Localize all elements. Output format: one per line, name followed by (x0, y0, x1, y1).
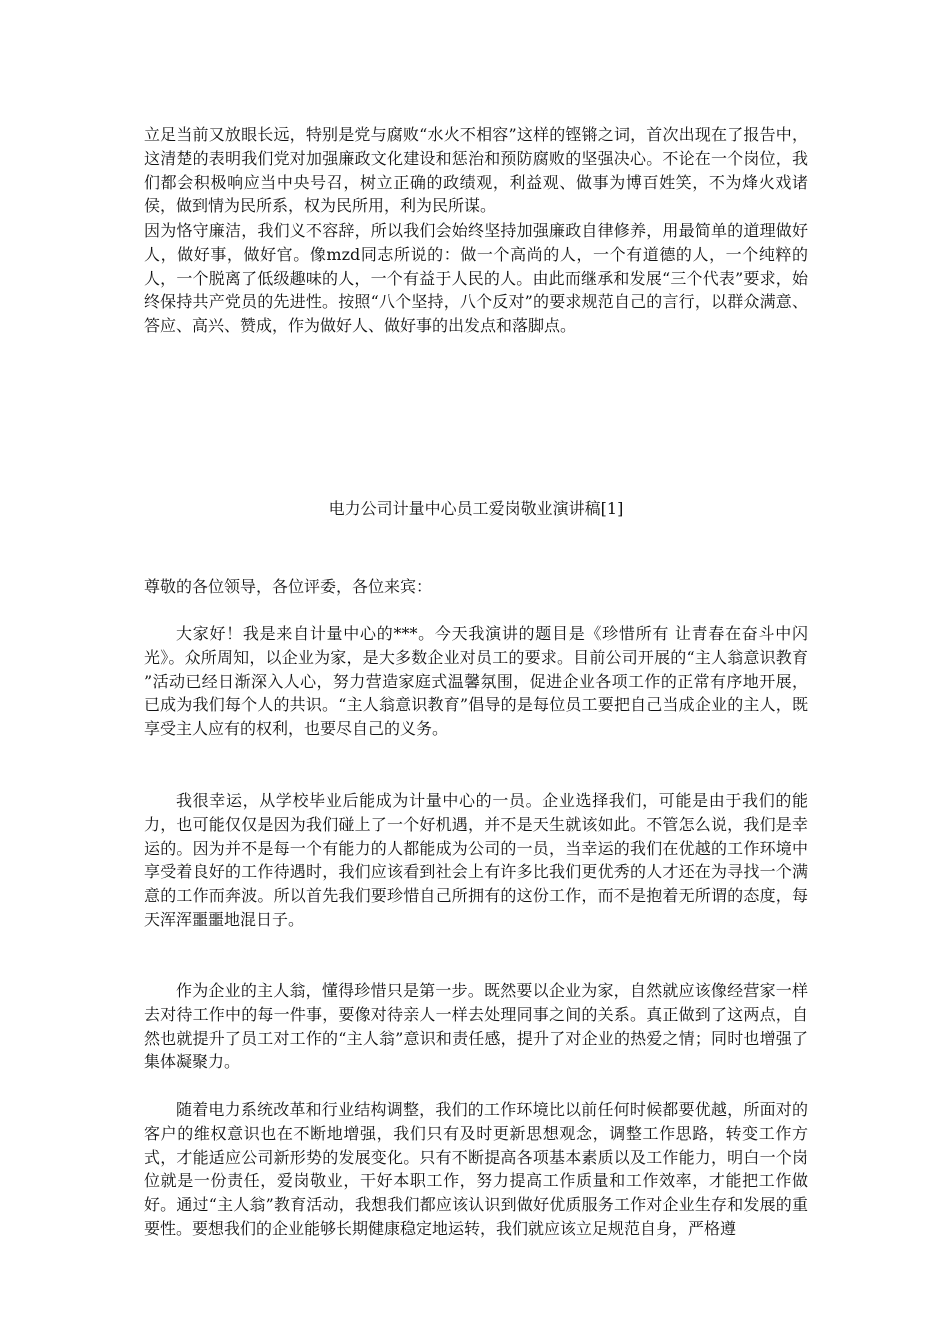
body-paragraph-1: 大家好！我是来自计量中心的***。今天我演讲的题目是《珍惜所有 让青春在奋斗中闪光》。众所周知，以企业为家，是大多数企业对员工的要求。目前公司开展的“主人翁意识教育 ”活动已经日渐深入人心，努力营造家庭式温馨氛围，促进企业各项工作的正常有序地开展，已成为我们每个人的共识。“主人翁意识教育”倡导的是每位员工要把自己当成企业的主人，既享受主人应有的权利，也要尽自己的义务。 (144, 624, 808, 739)
document-title: 电力公司计量中心员工爱岗敬业演讲稿[1] (328, 499, 624, 518)
body-paragraph-2: 我很幸运，从学校毕业后能成为计量中心的一员。企业选择我们，可能是由于我们的能力，也可能仅仅是因为我们碰上了一个好机遇，并不是天生就该如此。不管怎么说，我们是幸运的。因为并不是每一个有能力的人都能成为公司的一员，当幸运的我们在优越的工作环境中享受着良好的工作待遇时，我们应该看到社会上有许多比我们更优秀的人才还在为寻找一个满意的工作而奔波。所以首先我们要珍惜自己所拥有的这份工作，而不是抱着无所谓的态度，每天浑浑噩噩地混日子。 (144, 791, 808, 929)
body-paragraph-3: 作为企业的主人翁，懂得珍惜只是第一步。既然要以企业为家，自然就应该像经营家一样去对待工作中的每一件事，要像对待亲人一样去处理同事之间的关系。真正做到了这两点，自然也就提升了员工对工作的“主人翁”意识和责任感，提升了对企业的热爱之情；同时也增强了集体凝聚力。 (144, 981, 808, 1072)
body-paragraph-4: 随着电力系统改革和行业结构调整，我们的工作环境比以前任何时候都要优越，所面对的客户的维权意识也在不断地增强，我们只有及时更新思想观念，调整工作思路，转变工作方式，才能适应公司新形势的发展变化。只有不断提高各项基本素质以及工作能力，明白一个岗位就是一份责任，爱岗敬业，干好本职工作，努力提高工作质量和工作效率，才能把工作做好。通过“主人翁”教育活动，我想我们都应该认识到做好优质服务工作对企业生存和发展的重要性。要想我们的企业能够长期健康稳定地运转，我们就应该立足规范自身，严格遵 (144, 1100, 808, 1238)
intro-paragraph-2: 因为恪守廉洁，我们义不容辞，所以我们会始终坚持加强廉政自律修养，用最简单的道理做好人，做好事，做好官。像mzd同志所说的：做一个高尚的人，一个有道德的人，一个纯粹的人，一个脱离了低级趣味的人，一个有益于人民的人。由此而继承和发展“三个代表”要求，始终保持共产党员的先进性。按照“八个坚持，八个反对”的要求规范自己的言行，以群众满意、答应、高兴、赞成，作为做好人、做好事的出发点和落脚点。 (144, 221, 808, 336)
salutation: 尊敬的各位领导，各位评委，各位来宾： (144, 577, 433, 596)
intro-paragraph-1: 立足当前又放眼长远，特别是党与腐败“水火不相容”这样的铿锵之词，首次出现在了报告中，这清楚的表明我们党对加强廉政文化建设和惩治和预防腐败的坚强决心。不论在一个岗位，我们都会积极响应当中央号召，树立正确的政绩观，利益观、做事为博百姓笑，不为烽火戏诸侯，做到情为民所系，权为民所用，利为民所谋。 (144, 125, 808, 216)
